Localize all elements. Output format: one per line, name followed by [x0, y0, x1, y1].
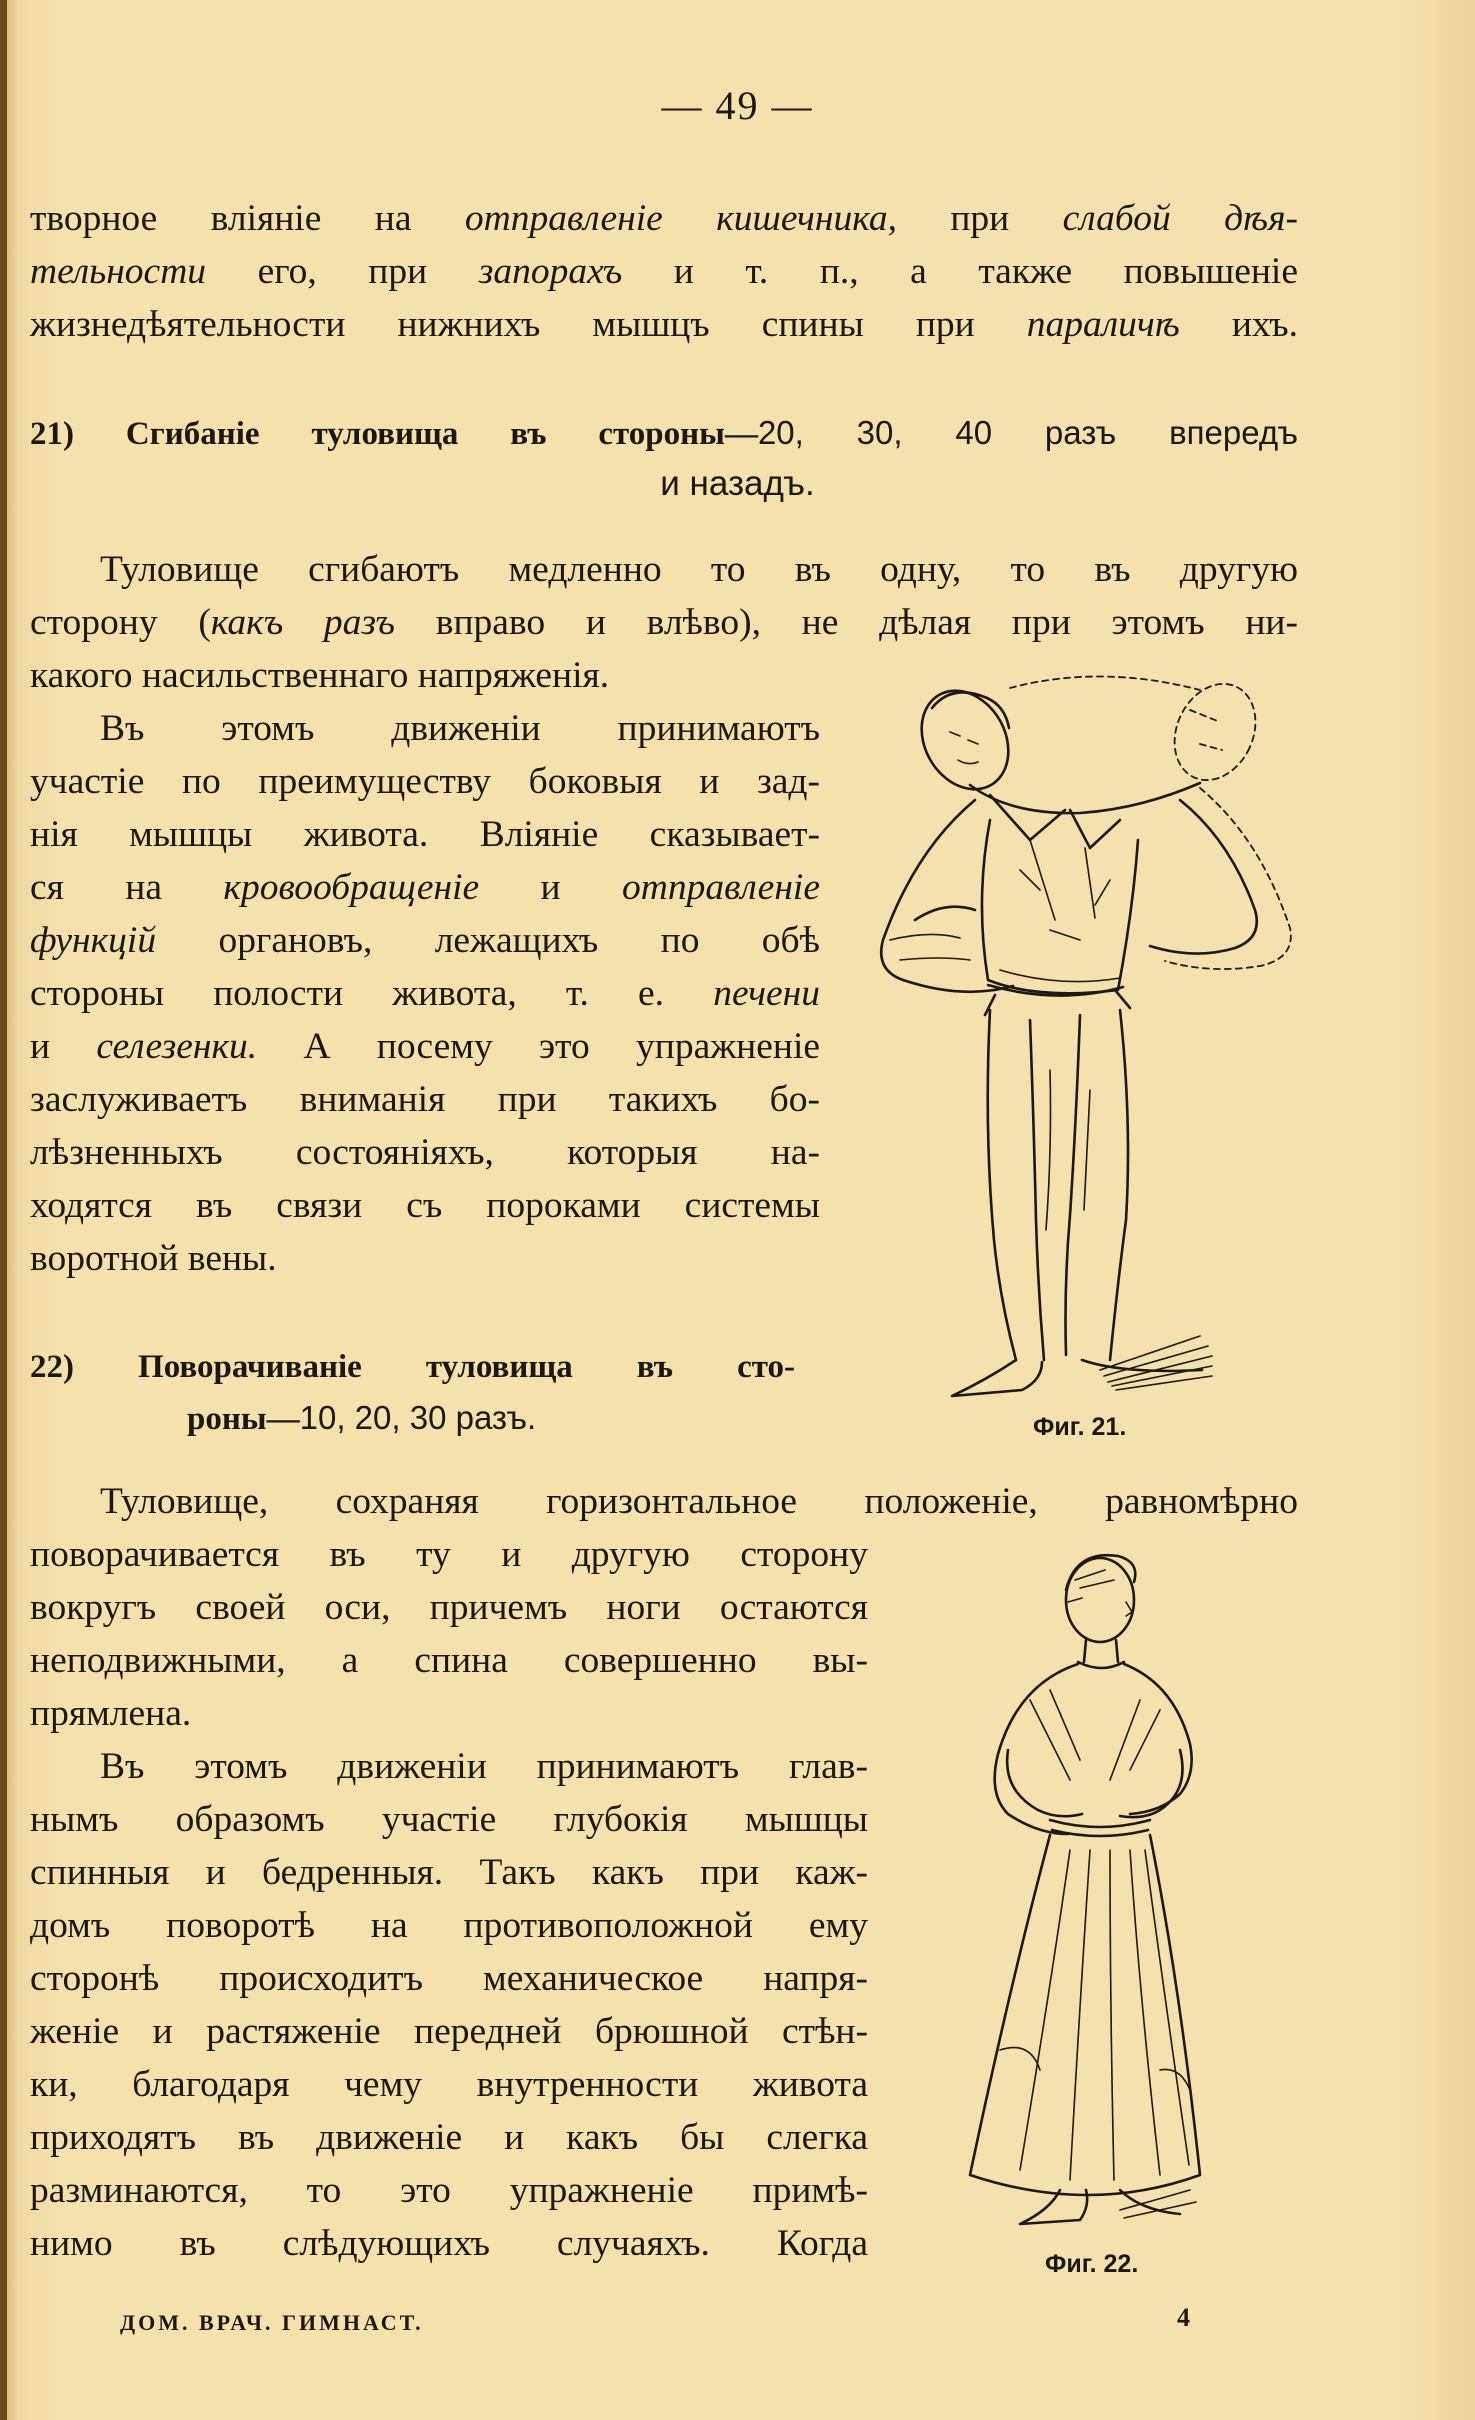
figure-21-illustration — [870, 670, 1310, 1400]
section-21-heading-cont: и назадъ. — [660, 464, 815, 503]
section-21-paragraph-2: Въ этомъ движеніи принимаютъ участіе по преимуществу боковыя и зад- нія мышцы живота. Вліяніе сказывает- ся на кровообращеніе и отправленіе функцій органовъ, лежащихъ по обѣ стороны полости живота, т. е. печени и селезенки. А посему это упражненіе заслуживаетъ вниманія при такихъ бо- лѣзненныхъ состояніяхъ, которыя на- ходятся въ связи съ пороками системы воротной вены. — [30, 708, 821, 1279]
section-22-heading-cont: роны—10, 20, 30 разъ. — [187, 1399, 537, 1437]
intro-paragraph — [30, 192, 1298, 351]
footer-signature: ДОМ. ВРАЧ. ГИМНАСТ. — [120, 2310, 424, 2335]
section-22-paragraph-1: Туловище, сохраняя горизонтальное положеніе, равномѣрно — [100, 1481, 1298, 1522]
figure-21-caption: Фиг. 21. — [1033, 1413, 1127, 1441]
section-21-heading: 21) Сгибаніе туловища въ стороны—20, 30, 40 разъ впередъ — [30, 414, 1298, 452]
section-22-paragraph-2: Въ этомъ движеніи принимаютъ глав- нымъ образомъ участіе глубокія мышцы спинныя и бедренныя. Такъ какъ при каж- домъ поворотѣ на противоположной ему сторонѣ происходитъ механическое напря- женіе и растяженіе передней брюшной стѣн- ки, благодаря чему внутренности живота приходятъ въ движеніе и какъ бы слегка разминаются, то это упражненіе примѣ- нимо въ слѣдующихъ случаяхъ. Когда — [30, 1746, 868, 2264]
figure-22-caption: Фиг. 22. — [1045, 2250, 1139, 2278]
text-line: тельности его, при запорахъ и т. п., а также повышеніе — [30, 251, 1298, 292]
footer-sheet-number: 4 — [1177, 2303, 1193, 2332]
page-edge — [0, 0, 7, 2420]
section-21-paragraph-1: Туловище сгибаютъ медленно то въ одну, то въ другую сторону (какъ разъ вправо и влѣво), не дѣлая при этомъ ни- какого насильственнаго напряженія. — [30, 549, 1298, 696]
section-22-paragraph-1-cont: поворачивается въ ту и другую сторону вокругъ своей оси, причемъ ноги остаются неподвижными, а спина совершенно вы- прямлена. — [30, 1534, 868, 1734]
page-number: — 49 — — [661, 83, 814, 128]
text-line: жизнедѣятельности нижнихъ мышцъ спины при параличѣ ихъ. — [30, 304, 1298, 345]
figure-22-illustration — [940, 1550, 1220, 2250]
section-22-heading: 22) Поворачиваніе туловища въ сто- — [30, 1349, 795, 1385]
text-line: творное вліяніе на отправленіе кишечника, при слабой дѣя- — [30, 198, 1298, 239]
